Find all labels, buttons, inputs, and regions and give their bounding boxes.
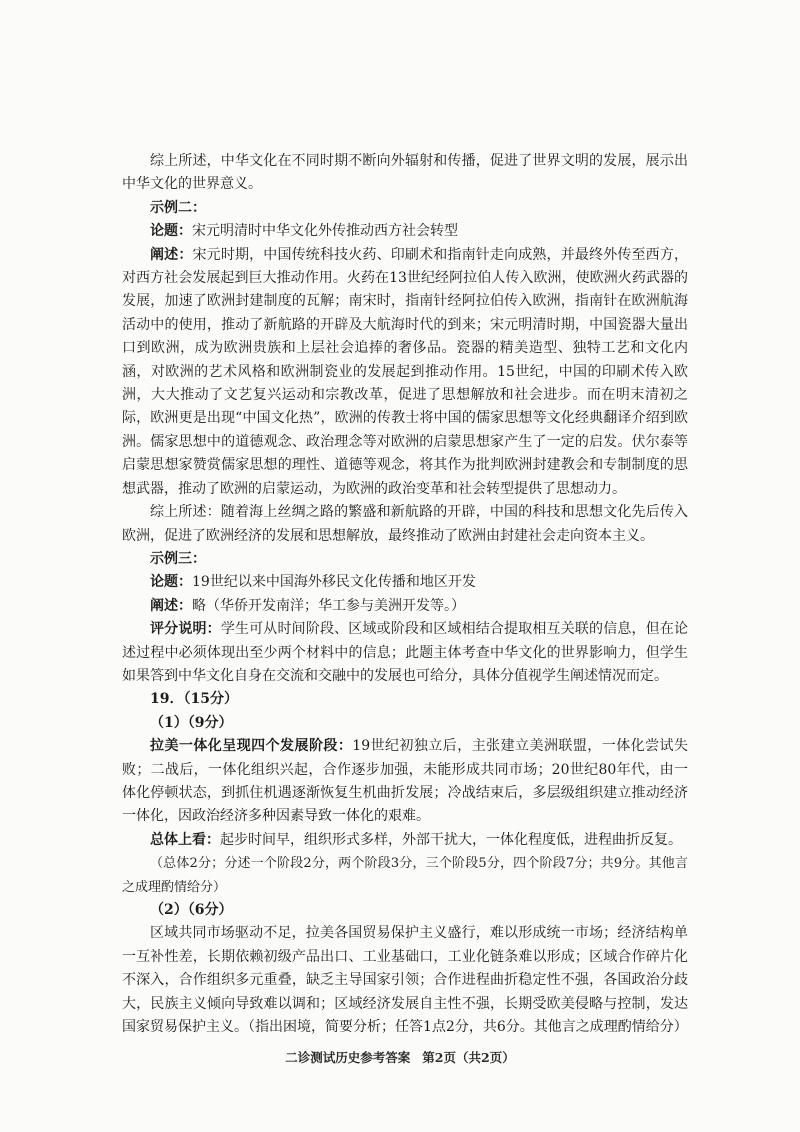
body-label: 阐述：	[150, 597, 192, 614]
footer-title: 二诊测试历史参考答案	[285, 1050, 411, 1065]
thesis-text: 19世纪以来中国海外移民文化传播和地区开发	[192, 574, 476, 591]
example-3-body	[122, 595, 688, 618]
scoring-label: 评分说明：	[150, 621, 221, 638]
body-text: 略（华侨开发南洋；华工参与美洲开发等。）	[192, 597, 465, 614]
scoring-note	[122, 618, 688, 688]
body-text: 宋元时期，中国传统科技火药、印刷术和指南针走向成熟，并最终外传至西方，对西方社会发展起到巨大推动作用。火药在13世纪经阿拉伯人传入欧洲，使欧洲火药武器的发展，加速了欧洲封建制度的瓦解；南宋时，指南针经阿拉伯传入欧洲，指南针在欧洲航海活动中的使用，推动了新航路的开辟及大航海时代的到来；宋元明清时期，中国瓷器大量出口到欧洲，成为欧洲贵族和上层社会追捧的奢侈品。瓷器的精美造型、独特工艺和文化内涵，对欧洲的艺术风格和欧洲制瓷业的发展起到推动作用。15世纪，中国的印刷术传入欧洲，大大推动了文艺复兴运动和宗教改革，促进了思想解放和社会进步。而在明末清初之际，欧洲更是出现“中国文化热”，欧洲的传教士将中国的儒家思想等文化经典翻译介绍到欧洲。儒家思想中的道德观念、政治理念等对欧洲的启蒙思想家产生了一定的启发。伏尔泰等启蒙思想家赞赏儒家思想的理性、道德等观念，将其作为批判欧洲封建教会和专制制度的思想武器，推动了欧洲的启蒙运动，为欧洲的政治变革和社会转型提供了思想动力。	[122, 246, 689, 497]
question-19-part-2-heading: （2）（6分）	[150, 902, 233, 918]
overall-view	[122, 829, 688, 852]
question-19-heading: 19．（15分）	[150, 691, 238, 708]
page-footer	[0, 1048, 800, 1066]
overall-label: 总体上看：	[150, 831, 220, 848]
thesis-text: 宋元明清时中华文化外传推动西方社会转型	[192, 223, 458, 240]
thesis-label: 论题：	[150, 574, 192, 591]
question-19-part-1-heading: （1）（9分）	[150, 714, 233, 731]
example-2-thesis	[122, 220, 688, 243]
answer-content	[122, 150, 688, 1039]
footer-page-number: 第2页（共2页）	[422, 1050, 515, 1065]
body-label: 阐述：	[150, 246, 193, 263]
summary-paragraph-1: 综上所述，中华文化在不同时期不断向外辐射和传播，促进了世界文明的发展，展示出中华文化的世界意义。	[122, 153, 688, 193]
stages-label: 拉美一体化呈现四个发展阶段：	[150, 738, 353, 755]
example-2-body	[122, 244, 688, 501]
example-3-thesis	[122, 571, 688, 594]
scoring-text: 学生可从时间阶段、区域或阶段和区域相结合提取相互关联的信息，但在论述过程中必须体现出至少两个材料中的信息；此题主体考查中华文化的世界影响力，但学生如果答到中华文化自身在交流和交融中的发展也可给分，具体分值视学生阐述情况而定。	[122, 621, 688, 684]
part-1-scoring: （总体2分；分述一个阶段2分，两个阶段3分，三个阶段5分，四个阶段7分；共9分。其他言之成理酌情给分）	[122, 856, 688, 895]
example-3-heading: 示例三：	[150, 550, 206, 567]
stages-text: 19世纪初独立后，主张建立美洲联盟，一体化尝试失败；二战后，一体化组织兴起，合作逐步加强，未能形成共同市场；20世纪80年代，由一体化停顿状态，到抓住机遇逐渐恢复生机曲折发展；冷战结束后，多层级组织建立推动经济一体化，因政治经济多种因素导致一体化的艰难。	[122, 738, 688, 825]
part-2-answer: 区域共同市场驱动不足，拉美各国贸易保护主义盛行，难以形成统一市场；经济结构单一互补性差，长期依赖初级产品出口、工业基础口，工业化链条难以形成；区域合作碎片化不深入，合作组织多元重叠，缺乏主导国家引领；合作进程曲折稳定性不强，各国政治分歧大，民族主义倾向导致难以调和；区域经济发展自主性不强，长期受欧美侵略与控制，发达国家贸易保护主义。（指出困境，简要分析；任答1点2分，共6分。其他言之成理酌情给分）	[122, 925, 688, 1036]
thesis-label: 论题：	[150, 223, 192, 240]
example-2-heading: 示例二：	[150, 199, 206, 216]
development-stages	[122, 735, 688, 829]
overall-text: 起步时间早，组织形式多样，外部干扰大，一体化程度低，进程曲折反复。	[220, 831, 682, 848]
summary-paragraph-2: 综上所述：随着海上丝绸之路的繁盛和新航路的开辟，中国的科技和思想文化先后传入欧洲，促进了欧洲经济的发展和思想解放，最终推动了欧洲由封建社会走向资本主义。	[122, 504, 688, 544]
